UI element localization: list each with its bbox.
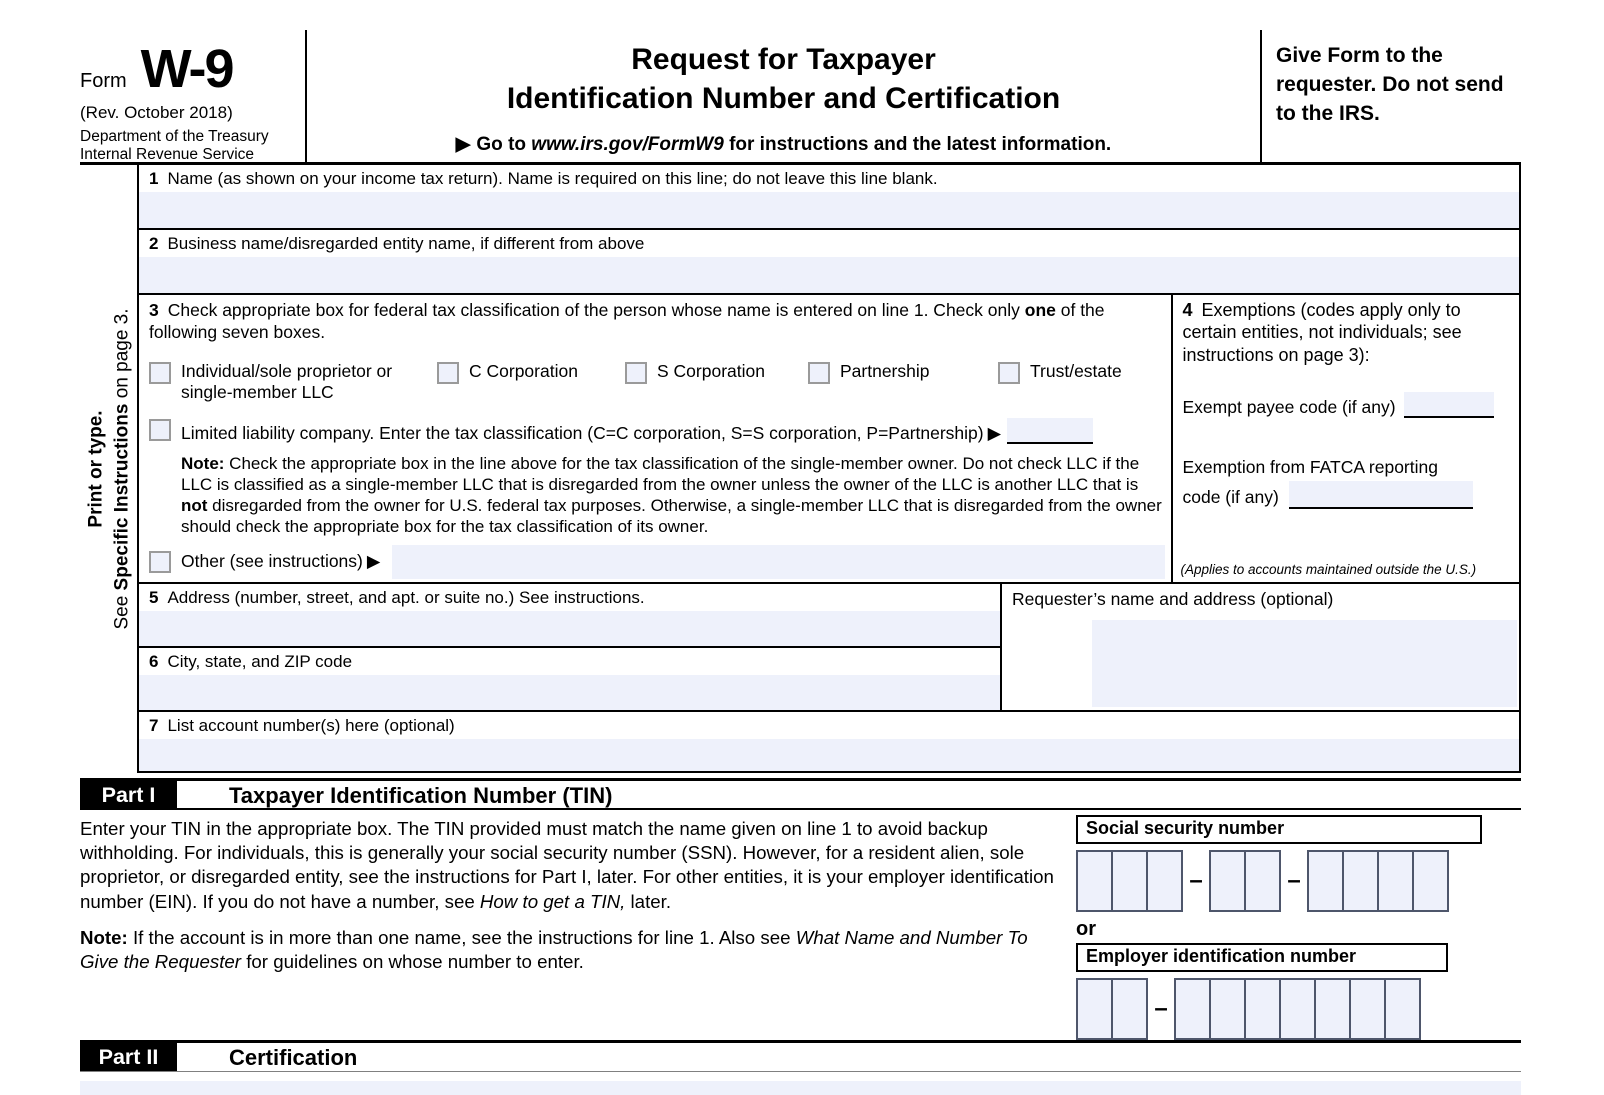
address-cells (139, 584, 1000, 710)
line7-label (139, 712, 1519, 739)
ein-dash: – (1154, 994, 1168, 1022)
ein-cell[interactable] (1314, 978, 1351, 1040)
line1-label-text: Name (as shown on your income tax return). Name is required on this line; do not leave this line blank. (167, 169, 938, 188)
line7-row (139, 712, 1519, 771)
checkbox-partnership[interactable] (808, 362, 830, 384)
form-word: Form (80, 70, 127, 92)
form-id-block (80, 30, 305, 164)
option-s-corporation (625, 361, 808, 404)
ssn-label-box: Social security number (1076, 815, 1482, 844)
line2-row (139, 230, 1519, 295)
applies-note: (Applies to accounts maintained outside the U.S.) (1180, 561, 1477, 577)
ssn-cell[interactable] (1377, 850, 1414, 912)
form-title-block (305, 30, 1262, 164)
line6-label-text: City, state, and ZIP code (167, 651, 353, 671)
classification-options-row (149, 361, 1165, 404)
ssn-cell[interactable] (1244, 850, 1281, 912)
part1-header-bar (80, 778, 1521, 810)
ein-cell[interactable] (1279, 978, 1316, 1040)
checkbox-s-corporation[interactable] (625, 362, 647, 384)
fatca-block (1183, 456, 1516, 509)
agency-line: Internal Revenue Service (80, 146, 255, 163)
ssn-cells-row (1076, 850, 1521, 912)
line5-label (139, 584, 1000, 611)
department-line: Department of the Treasury (80, 128, 269, 145)
ein-cell[interactable] (1349, 978, 1386, 1040)
requester-name-address-input[interactable] (1092, 620, 1517, 707)
llc-arrow-icon: ▶ (987, 422, 1002, 443)
form-revision: (Rev. October 2018) (80, 103, 233, 122)
form-fields-box (137, 165, 1521, 773)
ein-cell[interactable] (1076, 978, 1113, 1040)
part1-chip: Part I (80, 781, 177, 808)
option-individual (149, 361, 437, 404)
line3-note-label: Note: (181, 453, 225, 473)
exempt-payee-row (1183, 392, 1516, 418)
option-llc-label: Limited liability company. Enter the tax classification (C=C corporation, S=S corporation, P=Partnership) (181, 422, 984, 443)
requester-label: Requester’s name and address (optional) (1012, 588, 1334, 609)
line4-cell (1171, 295, 1520, 581)
ein-cell[interactable] (1244, 978, 1281, 1040)
form-body (80, 165, 1521, 773)
sidebar-line2-bold: Specific Instructions (110, 403, 132, 591)
fatca-code-input[interactable] (1289, 481, 1473, 509)
line4-label-text: Exemptions (codes apply only to certain entities, not individuals; see instructions on page 3): (1182, 300, 1462, 365)
part1-title: Taxpayer Identification Number (TIN) (229, 782, 613, 808)
other-classification-input[interactable] (392, 545, 1164, 579)
line2-number: 2 (149, 234, 159, 254)
line3-label-pre: Check appropriate box for federal tax classification of the person whose name is entered on line 1. Check only (167, 300, 1025, 321)
line4-number: 4 (1182, 300, 1193, 321)
fatca-label-line1: Exemption from FATCA reporting (1182, 457, 1438, 478)
requester-cell (1000, 584, 1519, 710)
part1-para-italic: How to get a TIN, (479, 890, 626, 912)
part2-header-bar (80, 1040, 1521, 1072)
llc-classification-input[interactable] (1007, 418, 1093, 444)
option-trust-estate-label: Trust/estate (1030, 360, 1122, 381)
checkbox-trust-estate[interactable] (998, 362, 1020, 384)
line3-line4-row (139, 295, 1519, 583)
line6-label (139, 648, 1000, 675)
part2-chip: Part II (80, 1043, 177, 1071)
part1-note (80, 926, 1068, 975)
line7-label-text: List account number(s) here (optional) (167, 715, 455, 735)
account-numbers-input[interactable] (139, 739, 1519, 771)
line3-note-pre: Check the appropriate box in the line above for the tax classification of the single-member owner. Do not check LLC if the LLC is classified as a single-member LLC that is disregarded from the owner unless the owner of the LLC is another LLC that is (181, 453, 1140, 494)
option-trust-estate (998, 361, 1122, 404)
option-partnership (808, 361, 998, 404)
or-label: or (1076, 917, 1096, 940)
ein-cell[interactable] (1384, 978, 1421, 1040)
ein-cells-row (1076, 978, 1521, 1040)
line3-note (181, 453, 1165, 538)
option-other (149, 545, 1165, 579)
line5-subrow (139, 584, 1000, 648)
line2-label-text: Business name/disregarded entity name, if different from above (167, 234, 645, 254)
line3-number: 3 (149, 300, 159, 321)
line3-label-bold: one (1024, 300, 1056, 321)
ssn-group-group (1209, 850, 1281, 912)
fatca-label-line2: code (if any) (1182, 487, 1279, 508)
line2-label (139, 230, 1519, 257)
option-llc (149, 418, 1165, 444)
ein-label-box: Employer identification number (1076, 943, 1448, 972)
ein-cell[interactable] (1111, 978, 1148, 1040)
print-or-type-sidebar (80, 165, 137, 773)
goto-prefix: Go to (476, 134, 532, 155)
fatca-row2 (1183, 481, 1516, 509)
part1-note-post: for guidelines on whose number to enter. (241, 951, 584, 973)
sidebar-vertical-text (83, 308, 134, 629)
ssn-dash: – (1189, 866, 1203, 894)
line5-line6-row (139, 584, 1519, 712)
line1-label (139, 165, 1519, 192)
form-title-line2: Identification Number and Certification (506, 82, 1061, 115)
exempt-payee-code-input[interactable] (1404, 392, 1494, 418)
form-header (80, 30, 1521, 165)
form-title-line1: Request for Taxpayer (631, 43, 936, 76)
option-s-corporation-label: S Corporation (657, 360, 765, 381)
ssn-cell[interactable] (1111, 850, 1148, 912)
name-input[interactable] (139, 192, 1519, 228)
exempt-payee-label: Exempt payee code (if any) (1182, 397, 1396, 418)
checkbox-llc[interactable] (149, 419, 171, 441)
line3-note-bold: not (181, 496, 208, 516)
part1-note-pre: If the account is in more than one name, see the instructions for line 1. Also see (127, 926, 796, 948)
line4-label (1183, 299, 1516, 366)
part1-body (80, 810, 1521, 1040)
sidebar-line2-pre: See (110, 590, 132, 630)
part1-note-italic: What Name and Number To Give the Requester (80, 926, 1028, 973)
ssn-dash: – (1287, 866, 1301, 894)
checkbox-c-corporation[interactable] (437, 362, 459, 384)
certification-field-strip (80, 1081, 1521, 1095)
option-partnership-label: Partnership (840, 360, 930, 381)
city-state-zip-input[interactable] (139, 675, 1000, 710)
part2-title: Certification (229, 1044, 358, 1070)
irs-url: www.irs.gov/FormW9 (531, 134, 724, 155)
line1-number: 1 (149, 169, 159, 188)
ssn-cell[interactable] (1209, 850, 1246, 912)
ssn-cell[interactable] (1412, 850, 1449, 912)
part1-para-post: later. (625, 890, 672, 912)
ssn-cell[interactable] (1076, 850, 1113, 912)
form-title (315, 40, 1252, 118)
checkbox-individual[interactable] (149, 362, 171, 384)
tin-column (1068, 810, 1521, 1040)
ssn-area-group (1076, 850, 1183, 912)
ein-cell[interactable] (1174, 978, 1211, 1040)
ssn-serial-group (1307, 850, 1449, 912)
part1-text-column (80, 810, 1068, 975)
goto-instructions-line (315, 133, 1252, 156)
other-arrow-icon: ▶ (366, 551, 381, 572)
sidebar-line1: Print or type. (84, 410, 106, 528)
business-name-input[interactable] (139, 257, 1519, 293)
line7-number: 7 (149, 715, 159, 735)
line3-cell (139, 295, 1171, 581)
sidebar-line2 (111, 308, 132, 629)
ssn-cell[interactable] (1342, 850, 1379, 912)
option-c-corporation-label: C Corporation (469, 360, 578, 381)
part1-paragraph (80, 817, 1068, 914)
option-c-corporation (437, 361, 625, 404)
line1-row (139, 165, 1519, 230)
line5-label-text: Address (number, street, and apt. or suite no.) See instructions. (167, 587, 645, 607)
option-other-label: Other (see instructions) (181, 551, 363, 572)
line6-number: 6 (149, 651, 159, 671)
checkbox-other[interactable] (149, 551, 171, 573)
address-input[interactable] (139, 611, 1000, 646)
part1-para-pre: Enter your TIN in the appropriate box. The TIN provided must match the name given on line 1 to avoid backup withholding. For individuals, this is generally your social security number (SSN). However, for a resident alien, sole proprietor, or disregarded entity, see the instructions for Part I, later. For other entities, it is your employer identification number (EIN). If you do not have a number, see (80, 817, 1054, 912)
part1-note-label: Note: (80, 926, 128, 948)
goto-suffix: for instructions and the latest information. (723, 134, 1112, 155)
line3-label (149, 299, 1165, 344)
form-number: W-9 (140, 39, 233, 99)
line5-number: 5 (149, 587, 159, 607)
ssn-cell[interactable] (1146, 850, 1183, 912)
option-individual-label: Individual/sole proprietor or single-member LLC (181, 360, 393, 403)
right-arrow-icon: ▶ (455, 134, 471, 155)
ein-serial-group (1174, 978, 1421, 1040)
ein-cell[interactable] (1209, 978, 1246, 1040)
line6-subrow (139, 648, 1000, 710)
give-form-note: Give Form to the requester. Do not send to the IRS. (1276, 44, 1504, 125)
sidebar-line2-post: on page 3. (110, 308, 132, 404)
line3-label-post: of the following seven boxes. (149, 300, 1105, 343)
ein-prefix-group (1076, 978, 1148, 1040)
ssn-cell[interactable] (1307, 850, 1344, 912)
line3-note-post: disregarded from the owner for U.S. federal tax purposes. Otherwise, a single-member LLC that is disregarded from the owner should check the appropriate box for the tax classification of its owner. (181, 496, 1162, 537)
